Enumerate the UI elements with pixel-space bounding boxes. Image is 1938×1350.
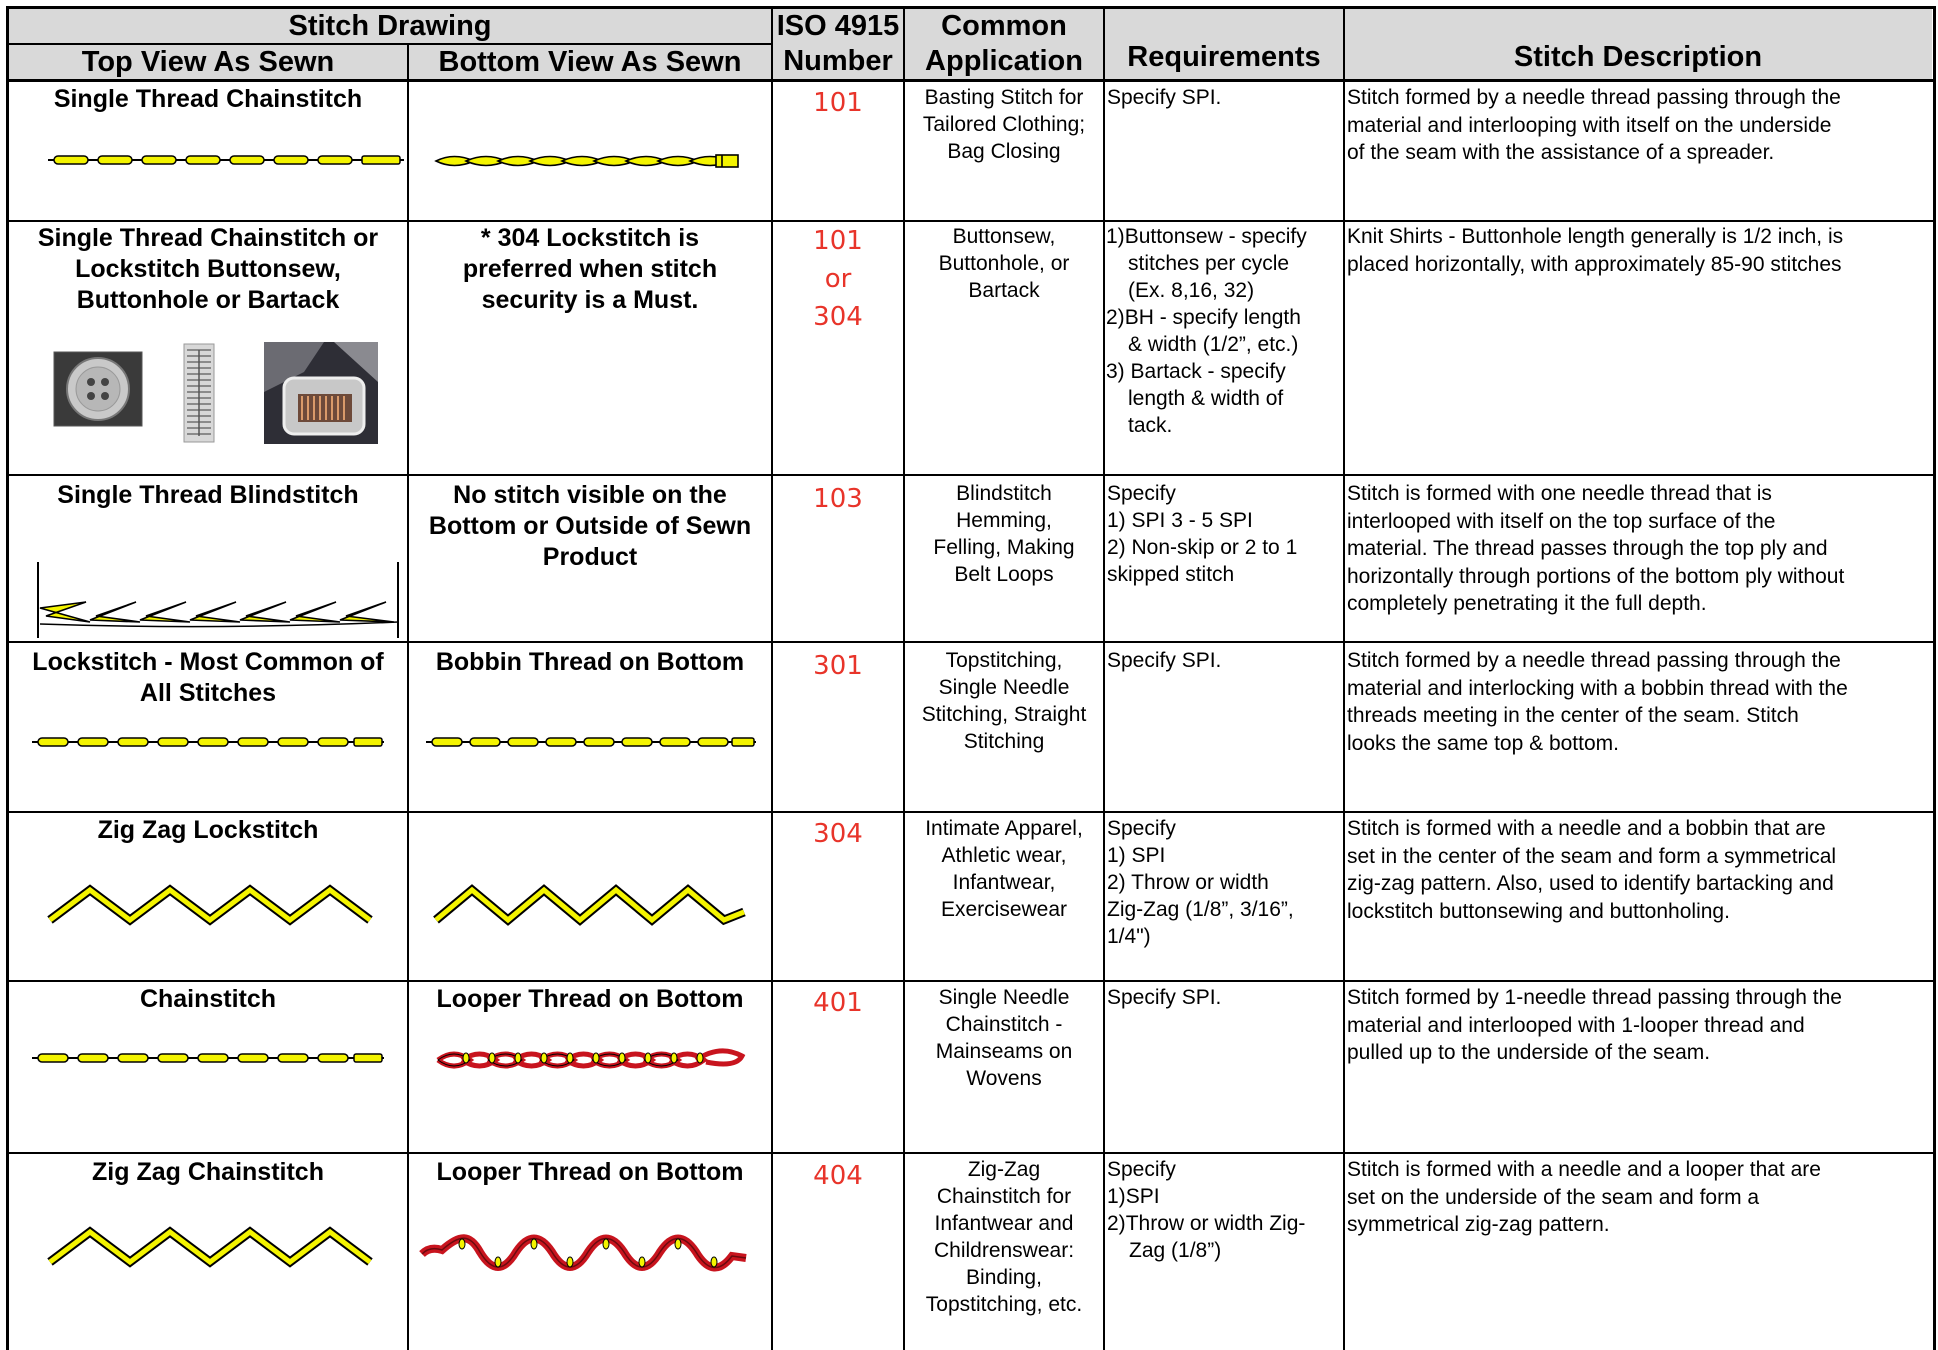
row1-iso-value: 101	[813, 88, 863, 118]
row7-app-line: Binding,	[966, 1266, 1042, 1289]
row6-iso	[773, 984, 903, 1022]
row5-req-line: 1) SPI	[1107, 844, 1166, 867]
row1-app-line: Basting Stitch for	[924, 86, 1084, 109]
row-divider-3	[8, 641, 1934, 643]
looper-chain-icon	[436, 1044, 748, 1074]
row2-app-line: Buttonsew,	[952, 225, 1056, 248]
row1-desc-line: Stitch formed by a needle thread passing through the	[1347, 86, 1841, 109]
row3-bottom-note	[410, 480, 770, 573]
row2-req-item: 2)BH - specify length	[1106, 306, 1301, 329]
row7-req-item: 1)SPI	[1107, 1185, 1160, 1208]
row6-description	[1347, 984, 1933, 1067]
header-common-application	[904, 9, 1104, 79]
row2-bottom-line: security is a Must.	[481, 286, 699, 314]
row7-app-line: Chainstitch for	[936, 1185, 1072, 1208]
row3-top-title: Single Thread Blindstitch	[57, 481, 359, 509]
row1-app-line: Tailored Clothing;	[922, 113, 1086, 136]
row6-app-line: Mainseams on	[935, 1040, 1073, 1063]
row7-top-title: Zig Zag Chainstitch	[92, 1158, 324, 1186]
header-sub-divider	[8, 43, 772, 45]
row5-iso-value: 304	[813, 819, 863, 849]
row3-description	[1347, 480, 1933, 618]
row6-app-line: Single Needle	[938, 986, 1070, 1009]
row2-top-line: Lockstitch Buttonsew,	[75, 255, 341, 283]
row7-req-item: Zag (1/8”)	[1129, 1239, 1222, 1262]
row3-req-line: 1) SPI 3 - 5 SPI	[1107, 509, 1253, 532]
row2-bottom-line: * 304 Lockstitch is	[480, 224, 700, 252]
single-chainstitch-bottom-icon	[434, 150, 740, 172]
row7-iso-value: 404	[813, 1161, 863, 1191]
row-divider-2	[8, 474, 1934, 476]
header-app-line1: Common	[941, 10, 1067, 42]
row2-req-item: stitches per cycle	[1128, 252, 1290, 275]
row5-description	[1347, 815, 1933, 925]
row2-req-item: length & width of	[1128, 387, 1284, 410]
row3-desc-line: completely penetrating it the full depth.	[1347, 592, 1707, 615]
row1-desc-line: material and interlooping with itself on the underside	[1347, 113, 1832, 137]
row6-desc-line: material and interlooped with 1-looper thread and	[1347, 1013, 1805, 1037]
row5-req-line: 1/4")	[1107, 925, 1151, 948]
row-divider-6	[8, 1152, 1934, 1154]
row6-desc-line: pulled up to the underside of the seam.	[1347, 1041, 1711, 1064]
row2-iso-value: 304	[813, 302, 863, 332]
row1-desc-line: of the seam with the assistance of a spreader.	[1347, 141, 1775, 164]
row1-top-title: Single Thread Chainstitch	[53, 85, 363, 113]
row5-desc-line: zig-zag pattern. Also, used to identify bartacking and	[1347, 872, 1834, 895]
row7-app-line: Infantwear and	[934, 1212, 1074, 1235]
row1-requirements	[1107, 84, 1343, 111]
row6-app-line: Chainstitch -	[945, 1013, 1063, 1036]
row7-req-item: Specify	[1107, 1158, 1176, 1181]
row5-req-line: Specify	[1107, 817, 1176, 840]
row2-application	[905, 223, 1103, 304]
col-divider-5	[1343, 8, 1345, 1350]
row2-req-item: & width (1/2”, etc.)	[1128, 333, 1299, 356]
row3-req-line: skipped stitch	[1107, 563, 1235, 586]
header-requirements: Requirements	[1127, 41, 1321, 73]
row6-bottom-note: Looper Thread on Bottom	[436, 985, 744, 1013]
looper-zigzag-icon	[420, 1228, 750, 1280]
row2-top-title	[10, 223, 406, 316]
row4-req-line: Specify SPI.	[1107, 649, 1222, 672]
row3-app-line: Hemming,	[956, 509, 1052, 532]
row2-iso-value: 101	[813, 226, 863, 256]
row2-app-line: Buttonhole, or	[938, 252, 1070, 275]
row4-desc-line: looks the same top & bottom.	[1347, 731, 1619, 755]
row-divider-1	[8, 220, 1934, 222]
row4-app-line: Topstitching,	[945, 649, 1063, 672]
lockstitch-bottom-icon	[426, 734, 756, 750]
single-chainstitch-top-icon	[48, 152, 404, 168]
row5-app-line: Infantwear,	[952, 871, 1056, 894]
header-divider	[8, 79, 1934, 82]
row7-description	[1347, 1156, 1933, 1239]
row7-app-line: Topstitching, etc.	[925, 1293, 1083, 1316]
row1-iso	[773, 84, 903, 122]
row6-application	[905, 984, 1103, 1092]
buttonhole-photo	[184, 344, 214, 442]
row3-req-line: Specify	[1107, 482, 1176, 505]
row2-bottom-line: preferred when stitch	[462, 255, 718, 283]
row2-top-line: Single Thread Chainstitch or	[37, 224, 379, 252]
row-divider-4	[8, 811, 1934, 813]
row4-top-line: All Stitches	[139, 679, 277, 707]
row3-desc-line: horizontally through portions of the bottom ply without	[1347, 564, 1845, 588]
row7-app-line: Zig-Zag	[967, 1158, 1041, 1181]
row1-description	[1347, 84, 1933, 167]
row3-iso-value: 103	[813, 484, 863, 514]
header-stitch-drawing: Stitch Drawing	[288, 10, 492, 42]
row7-desc-line: Stitch is formed with a needle and a looper that are	[1347, 1158, 1821, 1181]
row5-iso	[773, 815, 903, 853]
row7-application	[905, 1156, 1103, 1318]
row2-description	[1347, 223, 1933, 278]
row3-bottom-line: Product	[542, 543, 638, 571]
header-iso-line2: Number	[783, 45, 893, 77]
row5-req-line: Zig-Zag (1/8”, 3/16”,	[1107, 898, 1294, 921]
row4-app-line: Stitching, Straight	[921, 703, 1087, 726]
row3-application	[905, 480, 1103, 588]
header-top-view: Top View As Sewn	[81, 46, 335, 78]
row7-req-item: 2)Throw or width Zig-	[1107, 1212, 1306, 1235]
row7-iso	[773, 1157, 903, 1195]
row3-iso	[773, 480, 903, 518]
row6-top-title: Chainstitch	[139, 985, 277, 1013]
row6-req-line: Specify SPI.	[1107, 986, 1222, 1009]
zigzag-chainstitch-top-icon	[46, 1226, 386, 1268]
row2-top-line: Buttonhole or Bartack	[76, 286, 340, 314]
row4-app-line: Stitching	[963, 730, 1045, 753]
row3-desc-line: Stitch is formed with one needle thread that is	[1347, 482, 1772, 505]
row5-top-title: Zig Zag Lockstitch	[97, 816, 319, 844]
row4-desc-line: threads meeting in the center of the seam. Stitch	[1347, 704, 1799, 727]
row3-desc-line: material. The thread passes through the top ply and	[1347, 537, 1828, 560]
row4-requirements	[1107, 647, 1343, 674]
row-divider-5	[8, 980, 1934, 982]
header-iso-line1: ISO 4915	[776, 10, 900, 42]
row4-iso	[773, 647, 903, 685]
row3-requirements	[1107, 480, 1343, 588]
row5-application	[905, 815, 1103, 923]
row3-app-line: Belt Loops	[954, 563, 1054, 586]
row3-bottom-line: No stitch visible on the	[453, 481, 727, 509]
row2-bottom-note	[410, 223, 770, 316]
row4-application	[905, 647, 1103, 755]
row2-req-item: tack.	[1128, 414, 1173, 437]
row1-req-line: Specify SPI.	[1107, 86, 1222, 109]
row2-desc-line: placed horizontally, with approximately 85-90 stitches	[1347, 252, 1842, 276]
row5-app-line: Exercisewear	[940, 898, 1068, 921]
col-divider-4	[1103, 8, 1105, 1350]
border-left	[6, 6, 9, 1350]
row6-desc-line: Stitch formed by 1-needle thread passing through the	[1347, 986, 1842, 1009]
header-description: Stitch Description	[1513, 41, 1763, 73]
row7-bottom-note: Looper Thread on Bottom	[436, 1158, 744, 1186]
row2-req-item: 1)Buttonsew - specify	[1106, 225, 1307, 248]
row4-top-line: Lockstitch - Most Common of	[32, 648, 384, 676]
row3-req-line: 2) Non-skip or 2 to 1	[1107, 536, 1298, 559]
row5-app-line: Athletic wear,	[941, 844, 1067, 867]
row3-desc-line: interlooped with itself on the top surface of the	[1347, 509, 1776, 533]
border-right	[1933, 6, 1936, 1350]
row2-req-item: (Ex. 8,16, 32)	[1128, 279, 1255, 302]
row5-req-line: 2) Throw or width	[1107, 871, 1269, 894]
row4-desc-line: material and interlocking with a bobbin thread with the	[1347, 676, 1848, 700]
row3-app-line: Felling, Making	[933, 536, 1075, 559]
row7-app-line: Childrenswear:	[933, 1239, 1075, 1262]
row1-app-line: Bag Closing	[947, 140, 1061, 163]
row4-desc-line: Stitch formed by a needle thread passing through the	[1347, 649, 1841, 672]
row2-requirements	[1106, 223, 1344, 439]
lockstitch-top-icon	[32, 734, 384, 750]
col-divider-1	[407, 44, 409, 1350]
chainstitch-top-icon	[32, 1050, 384, 1066]
row7-requirements	[1107, 1156, 1343, 1264]
row3-app-line: Blindstitch	[956, 482, 1052, 505]
row5-app-line: Intimate Apparel,	[925, 817, 1083, 840]
blindstitch-icon	[36, 562, 402, 638]
row6-requirements	[1107, 984, 1343, 1011]
row4-app-line: Single Needle	[938, 676, 1070, 699]
row2-iso	[773, 222, 903, 336]
border-top	[6, 6, 1936, 9]
header-bottom-view: Bottom View As Sewn	[438, 46, 742, 78]
zigzag-lockstitch-top-icon	[46, 884, 386, 926]
row6-iso-value: 401	[813, 988, 863, 1018]
row4-iso-value: 301	[813, 651, 863, 681]
row5-desc-line: set in the center of the seam and form a symmetrical	[1347, 844, 1837, 868]
row2-iso-or: or	[824, 264, 852, 294]
button-photo	[54, 352, 142, 426]
row5-desc-line: lockstitch buttonsewing and buttonholing.	[1347, 899, 1730, 923]
row1-application	[905, 84, 1103, 165]
row4-top-title	[10, 647, 406, 709]
row2-app-line: Bartack	[968, 279, 1040, 302]
row2-req-item: 3) Bartack - specify	[1106, 360, 1286, 383]
row6-app-line: Wovens	[966, 1067, 1042, 1090]
header-iso-number	[772, 9, 904, 79]
row7-desc-line: symmetrical zig-zag pattern.	[1347, 1213, 1610, 1236]
row3-bottom-line: Bottom or Outside of Sewn	[428, 512, 752, 540]
row2-desc-line: Knit Shirts - Buttonhole length generally is 1/2 inch, is	[1347, 225, 1844, 248]
row5-requirements	[1107, 815, 1343, 950]
bartack-photo	[264, 342, 378, 444]
row5-desc-line: Stitch is formed with a needle and a bobbin that are	[1347, 817, 1826, 840]
row4-description	[1347, 647, 1933, 757]
zigzag-lockstitch-bottom-icon	[432, 884, 752, 926]
header-app-line2: Application	[925, 45, 1083, 77]
row4-bottom-note: Bobbin Thread on Bottom	[435, 648, 745, 676]
row7-desc-line: set on the underside of the seam and form a	[1347, 1185, 1760, 1209]
